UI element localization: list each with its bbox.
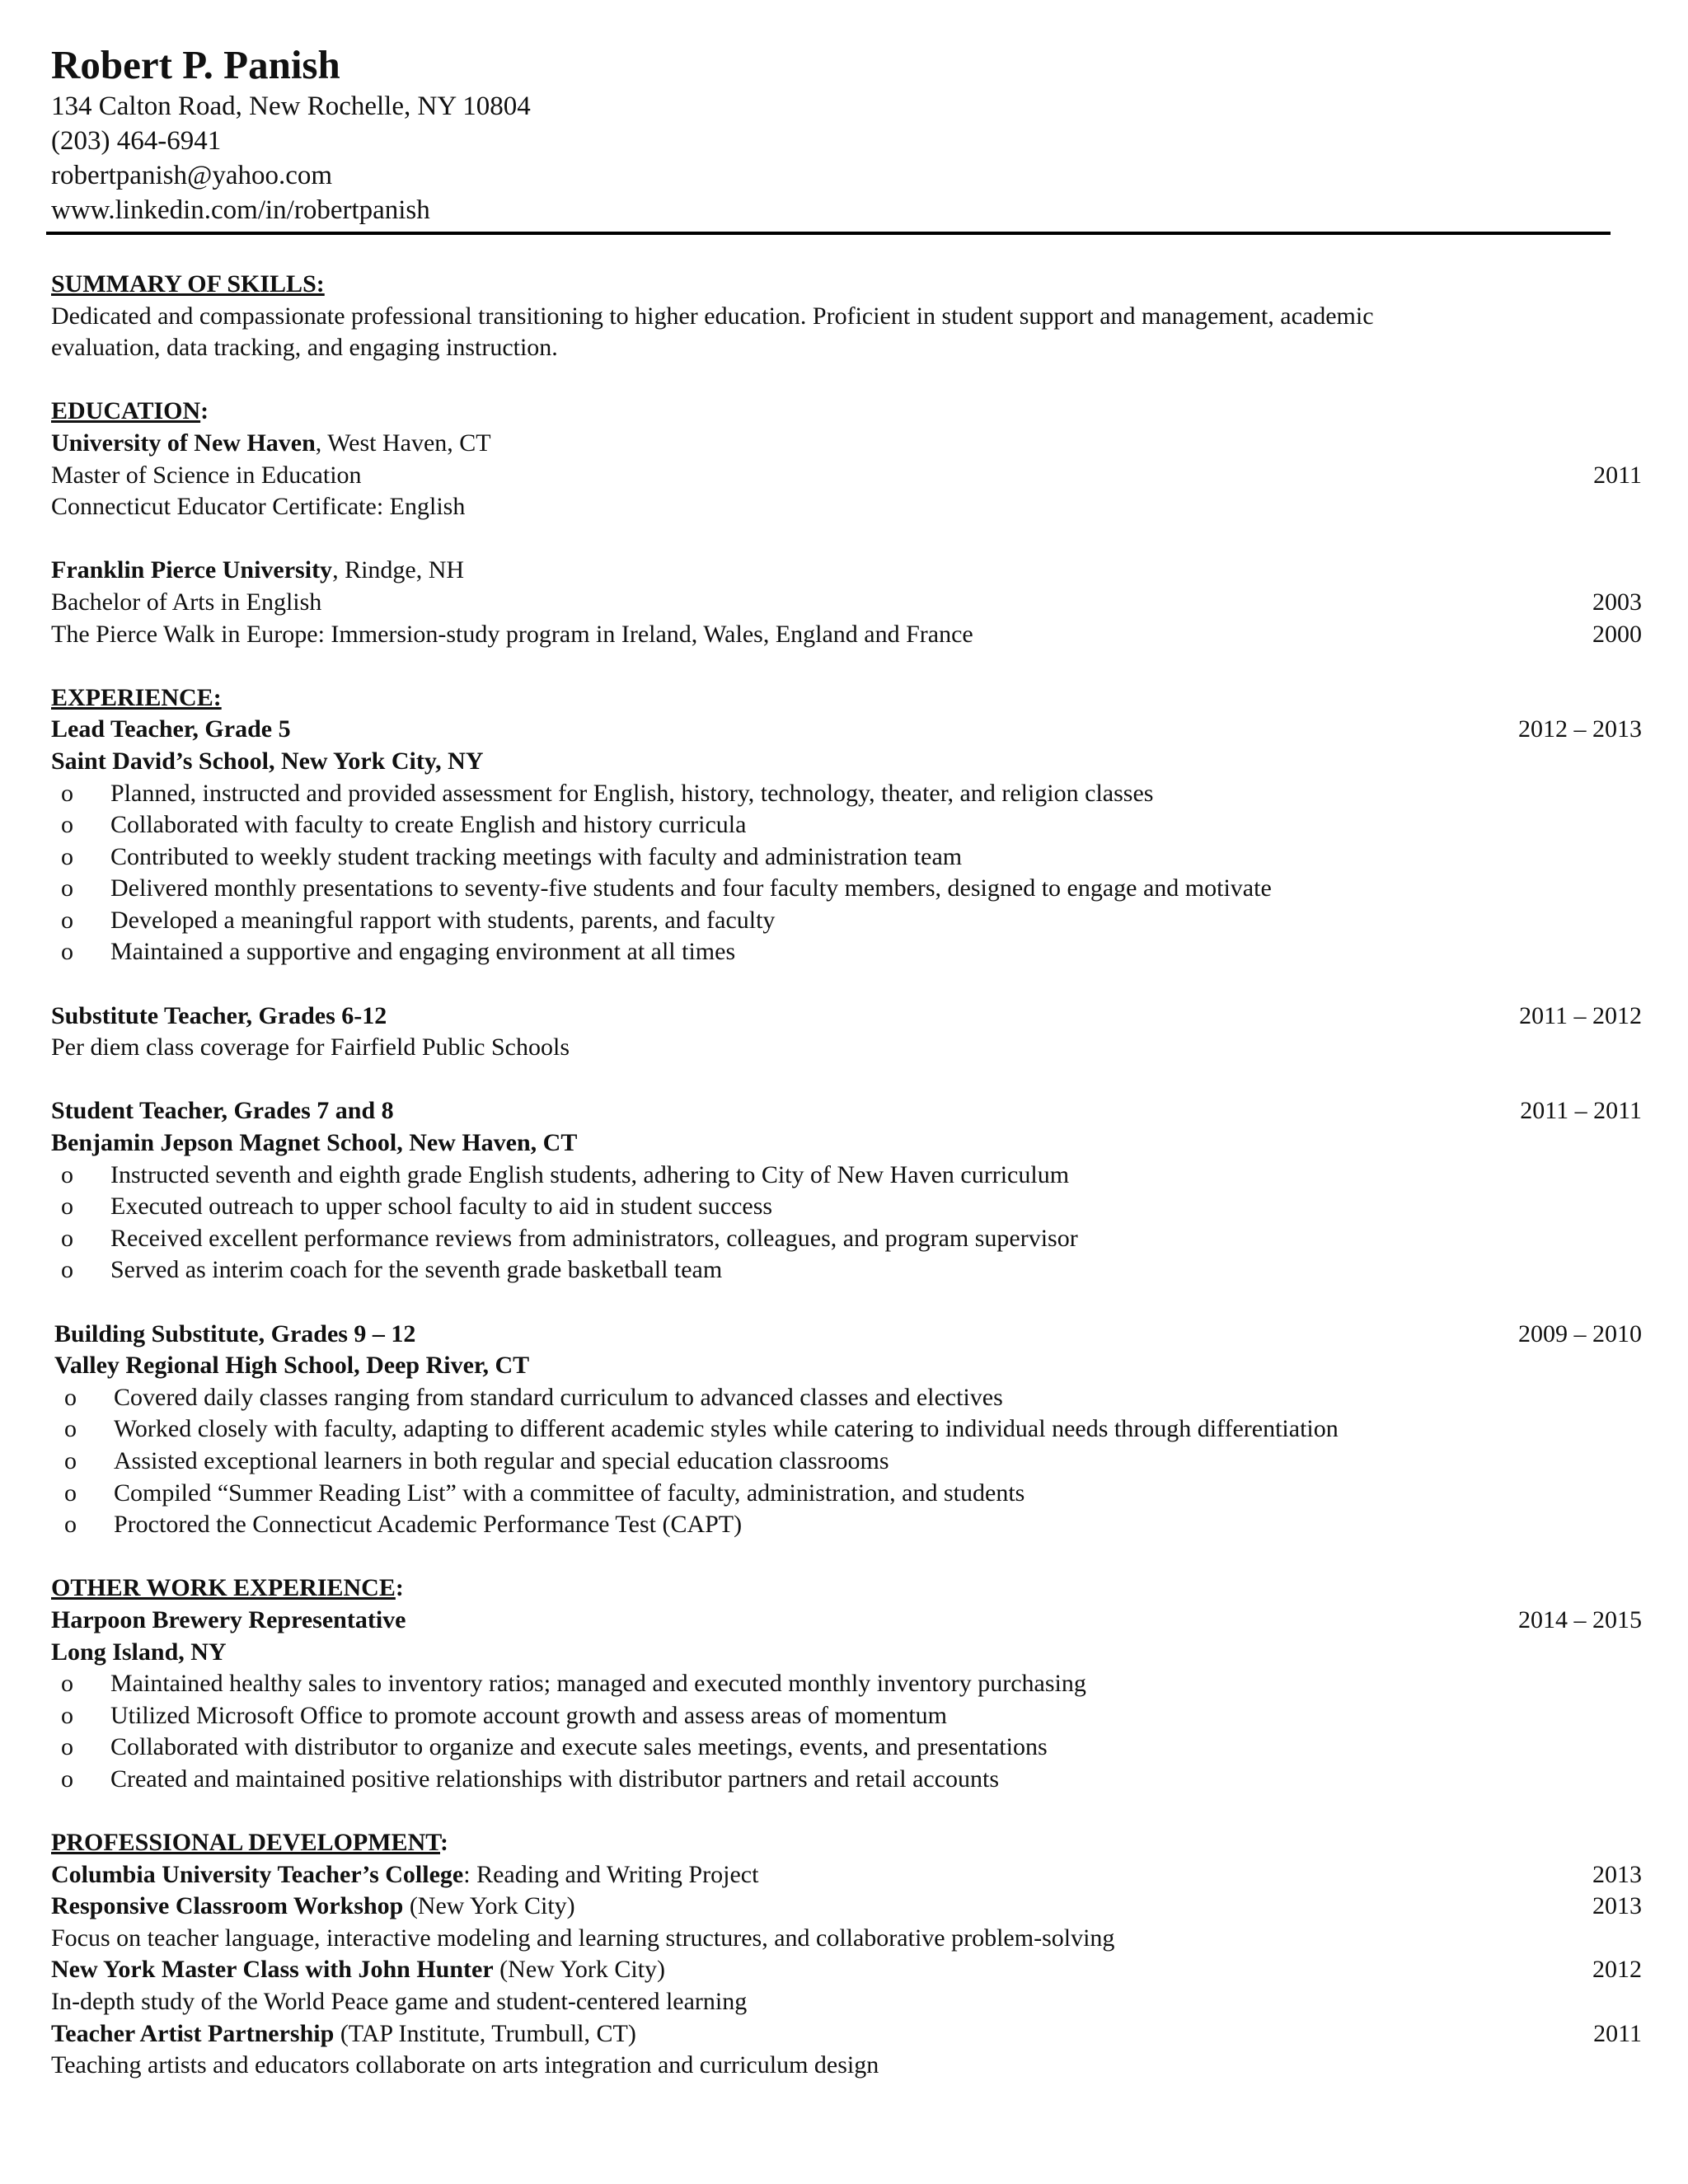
job-date: 2012 – 2013 <box>1518 715 1642 743</box>
degree: Bachelor of Arts in English <box>51 588 322 616</box>
prof-dev-detail: (TAP Institute, Trumbull, CT) <box>334 2019 636 2047</box>
address: 134 Calton Road, New Rochelle, NY 10804 <box>51 91 531 121</box>
bullet-text: Collaborated with distributor to organize and execute sales meetings, events, and presentations <box>110 1733 1048 1761</box>
prof-dev-desc-row <box>51 1986 1642 2018</box>
email: robertpanish@yahoo.com <box>51 161 333 190</box>
list-item <box>51 778 1642 810</box>
job-title-row <box>51 1319 1642 1351</box>
school-location: , Rindge, NH <box>332 556 465 584</box>
resume-body <box>51 269 1642 2082</box>
job-title: Building Substitute, Grades 9 – 12 <box>54 1319 416 1347</box>
job-org-row <box>51 1350 1642 1382</box>
list-item <box>51 1160 1642 1192</box>
job-date: 2014 – 2015 <box>1518 1605 1642 1633</box>
school-location: , West Haven, CT <box>315 429 491 457</box>
bullet-text: Delivered monthly presentations to seventy-five students and four faculty members, designed to engage and motivate <box>110 874 1272 902</box>
bullet-text: Collaborated with faculty to create English and history curricula <box>110 811 747 839</box>
bullet-mark: o <box>61 1224 73 1252</box>
job-date: 2011 – 2012 <box>1519 1001 1642 1029</box>
education-heading: EDUCATION <box>51 397 201 425</box>
other-work-heading-row <box>51 1572 1642 1605</box>
prof-dev-name: Teacher Artist Partnership <box>51 2019 335 2047</box>
list-item <box>54 1413 1642 1446</box>
spacer <box>51 1064 1642 1096</box>
prof-dev-heading-row <box>51 1827 1642 1859</box>
prof-dev-detail: (New York City) <box>403 1892 575 1920</box>
other-work-heading-colon: : <box>395 1574 404 1602</box>
job-title-row <box>51 1605 1642 1637</box>
bullet-mark: o <box>61 1733 73 1761</box>
prof-dev-item-row <box>51 1859 1642 1891</box>
prof-dev-date: 2013 <box>1592 1892 1642 1920</box>
prof-dev-detail: (New York City) <box>493 1956 666 1984</box>
job-bullets <box>51 1160 1642 1286</box>
bullet-mark: o <box>64 1479 77 1507</box>
other-work-heading: OTHER WORK EXPERIENCE <box>51 1574 396 1602</box>
job-org-row <box>51 1127 1642 1160</box>
prof-dev-desc-row <box>51 1923 1642 1955</box>
summary-heading-row <box>51 269 1642 301</box>
job-org: Long Island, NY <box>51 1638 227 1666</box>
bullet-text: Served as interim coach for the seventh grade basketball team <box>110 1256 723 1284</box>
job-title: Student Teacher, Grades 7 and 8 <box>51 1097 394 1125</box>
list-item <box>51 1732 1642 1764</box>
spacer <box>51 1286 1642 1319</box>
job-org: Benjamin Jepson Magnet School, New Haven, CT <box>51 1129 578 1157</box>
degree-date: 2000 <box>1592 620 1642 648</box>
bullet-mark: o <box>61 779 73 807</box>
degree: Master of Science in Education <box>51 461 362 489</box>
job-org: Valley Regional High School, Deep River, CT <box>54 1352 530 1380</box>
school-name: University of New Haven <box>51 429 316 457</box>
bullet-mark: o <box>61 906 73 934</box>
summary-line-2 <box>51 332 1642 364</box>
spacer <box>51 523 1642 555</box>
job-title-row <box>51 1001 1642 1033</box>
bullet-mark: o <box>61 938 73 966</box>
job-title: Harpoon Brewery Representative <box>51 1605 406 1633</box>
job-title: Substitute Teacher, Grades 6-12 <box>51 1001 387 1029</box>
degree-row <box>51 460 1642 492</box>
experience-heading-row <box>51 682 1642 715</box>
job-desc: Per diem class coverage for Fairfield Public Schools <box>51 1033 570 1062</box>
list-item <box>51 873 1642 905</box>
degree: Connecticut Educator Certificate: English <box>51 493 466 521</box>
list-item <box>54 1478 1642 1510</box>
bullet-mark: o <box>64 1383 77 1411</box>
list-item <box>51 1668 1642 1700</box>
bullet-text: Received excellent performance reviews from administrators, colleagues, and program supervisor <box>110 1224 1078 1252</box>
job-date: 2011 – 2011 <box>1520 1097 1642 1125</box>
list-item <box>51 809 1642 841</box>
list-item <box>54 1382 1642 1414</box>
spacer <box>51 1796 1642 1828</box>
bullet-mark: o <box>61 874 73 902</box>
bullet-text: Worked closely with faculty, adapting to different academic styles while catering to individual needs through differentiation <box>114 1415 1339 1443</box>
school-row <box>51 555 1642 587</box>
bullet-text: Utilized Microsoft Office to promote account growth and assess areas of momentum <box>110 1701 948 1729</box>
phone: (203) 464-6941 <box>51 126 222 156</box>
header-divider <box>46 232 1611 235</box>
summary-text-2: evaluation, data tracking, and engaging instruction. <box>51 334 558 362</box>
job-org-row <box>51 1637 1642 1669</box>
job-bullets <box>51 778 1642 969</box>
bullet-mark: o <box>64 1446 77 1474</box>
bullet-text: Instructed seventh and eighth grade English students, adhering to City of New Haven curriculum <box>110 1160 1070 1188</box>
job-org-row <box>51 746 1642 778</box>
bullet-mark: o <box>61 1193 73 1221</box>
prof-dev-name: Columbia University Teacher’s College <box>51 1860 464 1888</box>
prof-dev-desc: Focus on teacher language, interactive modeling and learning structures, and collaborative problem-solving <box>51 1924 1115 1952</box>
bullet-mark: o <box>61 842 73 870</box>
job-org: Saint David’s School, New York City, NY <box>51 747 484 775</box>
education-heading-colon: : <box>200 397 209 425</box>
bullet-text: Created and maintained positive relationships with distributor partners and retail accounts <box>110 1765 1000 1793</box>
prof-dev-detail: : Reading and Writing Project <box>463 1860 759 1888</box>
spacer <box>51 364 1642 396</box>
list-item <box>51 1223 1642 1255</box>
job-date: 2009 – 2010 <box>1518 1319 1642 1347</box>
spacer <box>51 1541 1642 1573</box>
bullet-text: Planned, instructed and provided assessment for English, history, technology, theater, and religion classes <box>110 779 1154 807</box>
prof-dev-name: Responsive Classroom Workshop <box>51 1892 404 1920</box>
prof-dev-desc: Teaching artists and educators collaborate on arts integration and curriculum design <box>51 2051 879 2079</box>
prof-dev-date: 2012 <box>1592 1956 1642 1984</box>
bullet-text: Proctored the Connecticut Academic Performance Test (CAPT) <box>114 1511 743 1539</box>
bullet-text: Maintained healthy sales to inventory ratios; managed and executed monthly inventory purchasing <box>110 1670 1086 1698</box>
experience-heading: EXPERIENCE: <box>51 683 222 711</box>
bullet-text: Developed a meaningful rapport with students, parents, and faculty <box>110 906 776 934</box>
list-item <box>51 1700 1642 1732</box>
bullet-mark: o <box>61 811 73 839</box>
bullet-mark: o <box>61 1765 73 1793</box>
summary-heading: SUMMARY OF SKILLS: <box>51 270 325 298</box>
list-item <box>54 1446 1642 1478</box>
school-row <box>51 428 1642 460</box>
list-item <box>51 905 1642 937</box>
prof-dev-desc-row <box>51 2050 1642 2082</box>
school-name: Franklin Pierce University <box>51 556 333 584</box>
bullet-text: Covered daily classes ranging from standard curriculum to advanced classes and electives <box>114 1383 1003 1411</box>
linkedin-url: www.linkedin.com/in/robertpanish <box>51 195 430 225</box>
education-heading-row <box>51 396 1642 428</box>
list-item <box>54 1509 1642 1541</box>
degree: The Pierce Walk in Europe: Immersion-study program in Ireland, Wales, England and France <box>51 620 973 648</box>
bullet-text: Compiled “Summer Reading List” with a committee of faculty, administration, and students <box>114 1479 1025 1507</box>
job-title-row <box>51 714 1642 746</box>
prof-dev-heading-colon: : <box>440 1829 449 1857</box>
bullet-mark: o <box>64 1511 77 1539</box>
bullet-mark: o <box>61 1701 73 1729</box>
prof-dev-item-row <box>51 2018 1642 2050</box>
summary-text-1: Dedicated and compassionate professional transitioning to higher education. Proficient in student support and management, academic <box>51 302 1374 330</box>
prof-dev-item-row <box>51 1891 1642 1923</box>
bullet-mark: o <box>61 1160 73 1188</box>
prof-dev-item-row <box>51 1954 1642 1986</box>
prof-dev-heading: PROFESSIONAL DEVELOPMENT <box>51 1829 441 1857</box>
bullet-text: Assisted exceptional learners in both regular and special education classrooms <box>114 1446 889 1474</box>
bullet-text: Maintained a supportive and engaging environment at all times <box>110 938 736 966</box>
candidate-name: Robert P. Panish <box>51 42 340 87</box>
spacer <box>51 968 1642 1001</box>
prof-dev-name: New York Master Class with John Hunter <box>51 1956 494 1984</box>
list-item <box>51 1254 1642 1286</box>
list-item <box>51 1191 1642 1223</box>
list-item <box>51 841 1642 874</box>
prof-dev-date: 2013 <box>1592 1860 1642 1888</box>
job-desc-row <box>51 1032 1642 1064</box>
job-bullets <box>51 1382 1642 1541</box>
degree-row <box>51 587 1642 619</box>
list-item <box>51 936 1642 968</box>
bullet-mark: o <box>64 1415 77 1443</box>
bullet-text: Executed outreach to upper school faculty to aid in student success <box>110 1193 773 1221</box>
prof-dev-desc: In-depth study of the World Peace game and student-centered learning <box>51 1988 748 2016</box>
degree-row <box>51 491 1642 523</box>
degree-date: 2003 <box>1592 588 1642 616</box>
summary-line-1 <box>51 301 1642 333</box>
bullet-text: Contributed to weekly student tracking meetings with faculty and administration team <box>110 842 963 870</box>
job-title-row <box>51 1095 1642 1127</box>
bullet-mark: o <box>61 1670 73 1698</box>
resume-header <box>51 41 1642 227</box>
degree-date: 2011 <box>1593 461 1642 489</box>
list-item <box>51 1764 1642 1796</box>
job-title: Lead Teacher, Grade 5 <box>51 715 291 743</box>
prof-dev-date: 2011 <box>1593 2019 1642 2047</box>
spacer <box>51 650 1642 682</box>
bullet-mark: o <box>61 1256 73 1284</box>
job-bullets <box>51 1668 1642 1795</box>
degree-row <box>51 619 1642 651</box>
